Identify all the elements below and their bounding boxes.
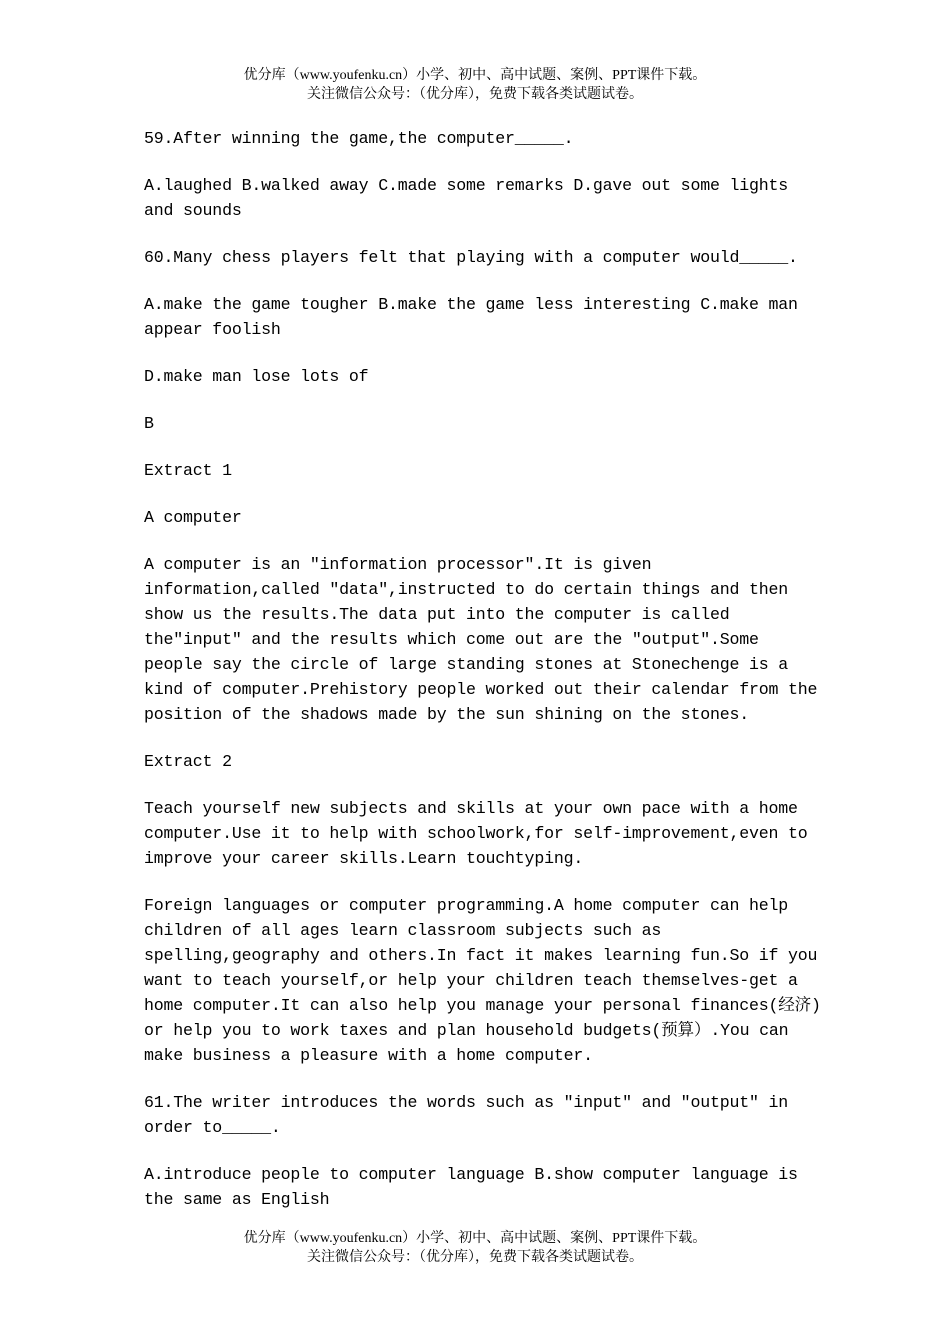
section-label: B [144, 414, 154, 433]
question-59-options: A.laughed B.walked away C.made some remarks D.gave out some lights and sounds [144, 176, 789, 220]
extract-2-paragraph-1: Teach yourself new subjects and skills at your own pace with a home computer.Use it to help with schoolwork,for self-improvement,even to improve your career skills.Learn touchtyping. [144, 799, 808, 868]
page-header [0, 66, 950, 104]
document-body [144, 126, 824, 1234]
question-60-options-abc: A.make the game tougher B.make the game less interesting C.make man appear foolish [144, 295, 798, 339]
footer-line-1: 优分库（www.youfenku.cn）小学、初中、高中试题、案例、PPT课件下载。 [243, 1231, 707, 1246]
question-61: 61.The writer introduces the words such as "input" and "output" in order to_____. [144, 1093, 789, 1137]
extract-2-heading: Extract 2 [144, 752, 232, 771]
page-footer [0, 1229, 950, 1267]
footer-line-2: 关注微信公众号：（优分库），免费下载各类试题试卷。 [307, 1250, 643, 1265]
extract-2-paragraph-2: Foreign languages or computer programming.A home computer can help children of all ages learn classroom subjects such as spelling,geography and others.In fact it makes learning fun.So if you want to teach yourself,or help your children teach themselves-get a home computer.It can also help you manage your personal finances(经济) or help you to work taxes and plan household budgets(预算）.You can make business a pleasure with a home computer. [144, 896, 821, 1065]
extract-1-heading: Extract 1 [144, 461, 232, 480]
header-line-2: 关注微信公众号：（优分库），免费下载各类试题试卷。 [307, 87, 643, 102]
question-61-options: A.introduce people to computer language B.show computer language is the same as English [144, 1165, 798, 1209]
question-60-option-d: D.make man lose lots of [144, 367, 369, 386]
question-59: 59.After winning the game,the computer_____. [144, 129, 574, 148]
extract-1-paragraph: A computer is an "information processor".It is given information,called "data",instructed to do certain things and then show us the results.The data put into the computer is called the"input" and the results which come out are the "output".Some people say the circle of large standing stones at Stonechenge is a kind of computer.Prehistory people worked out their calendar from the position of the shadows made by the sun shining on the stones. [144, 555, 818, 724]
question-60: 60.Many chess players felt that playing with a computer would_____. [144, 248, 798, 267]
header-line-1: 优分库（www.youfenku.cn）小学、初中、高中试题、案例、PPT课件下载。 [243, 68, 707, 83]
extract-1-title: A computer [144, 508, 242, 527]
